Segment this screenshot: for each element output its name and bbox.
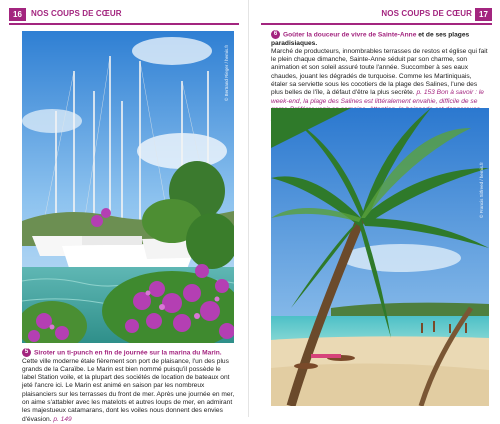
running-head: NOS COUPS DE CŒUR: [381, 9, 472, 18]
page-number: 16: [9, 8, 26, 21]
page-number: 17: [475, 8, 492, 21]
header-rule: [9, 23, 239, 25]
entry-headline: Siroter un ti-punch en fin de journée sur la marina du Marin.: [34, 349, 222, 357]
photo-credit: © Bertrand Rieger / hemis.fr: [224, 44, 229, 101]
entry-marin: [22, 348, 236, 424]
left-page: [0, 0, 249, 423]
tip-text: Bon à savoir : le week-end, la plage des Salines est littéralement envahie, difficile de se: [271, 89, 484, 105]
entry-body: Marché de producteurs, innombrables terrasses de restos et église qui fait le plein chaque dimanche, Sainte-Anne séduit par son charme, son animation et son soleil assuré toute l'année. Succomber à ses eaux chaudes, jouant les dégradés de turquoise. Comme les Martiniquais, étaler sa serviette sous les cocotiers de la plage des Salines, l'une des plus belles de l'île, à défaut d'être la plus secrète.: [271, 47, 488, 97]
entry-body: Cette ville moderne étale fièrement son port de plaisance, l'un des plus grands de la Caraïbe. Le Marin est bien nommé puisqu'il possède le label Station voile, et la plupart des sociétés de location de bateaux ont jeté l'ancre ici. Le Marin est animé en saison par les nombreux plaisanciers sur les terrasses du front de mer. Après une journée en mer, on aime s'attabler avec les matelots et autres loups de mer, en admirant les majestueux catamarans, dont les voiles nous donnent des envies d'évasion.: [22, 357, 235, 423]
entry-number-badge: 6: [271, 30, 280, 39]
entry-headline-main: Goûter la douceur de vivre de Sainte-Anne: [283, 31, 417, 39]
running-head: NOS COUPS DE CŒUR: [31, 9, 122, 18]
right-page: [251, 0, 500, 417]
photo-credit: © Francis Sitfreed / hemis.fr: [479, 162, 484, 218]
entry-headline: [271, 31, 469, 46]
entry-headline-rest: et de ses plages paradisiaques.: [271, 31, 470, 47]
beach-photo: [271, 108, 489, 406]
header-rule: [261, 23, 492, 25]
page-reference: p. 149: [53, 415, 72, 423]
page-reference: p. 153: [416, 89, 435, 97]
entry-number-badge: 5: [22, 348, 31, 357]
marina-photo: [22, 31, 234, 343]
